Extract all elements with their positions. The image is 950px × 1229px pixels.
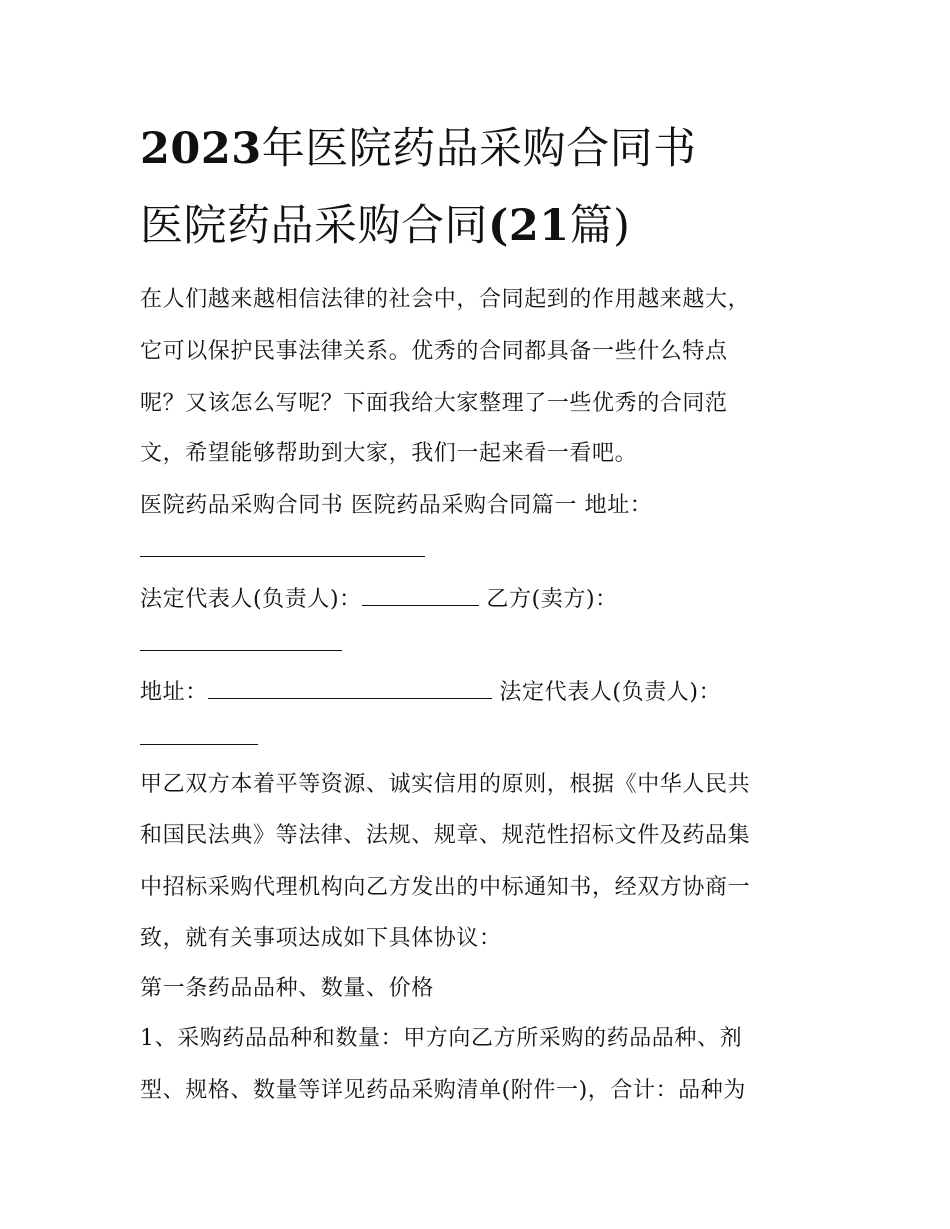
legal-rep-label-2: 法定代表人(负责人)： xyxy=(499,680,722,705)
body-line-4: 致，就有关事项达成如下具体协议： xyxy=(140,926,502,951)
legal-rep-label: 法定代表人(负责人)： xyxy=(140,587,362,612)
intro-line-2: 它可以保护民事法律关系。优秀的合同都具备一些什么特点 xyxy=(140,339,728,364)
intro-line-4: 文，希望能够帮助到大家，我们一起来看一看吧。 xyxy=(140,441,638,466)
intro-line-3: 呢？又该怎么写呢？下面我给大家整理了一些优秀的合同范 xyxy=(140,391,728,416)
legal-rep-blank xyxy=(362,585,479,606)
title-text-1: 年医院药品采购合同书 xyxy=(261,124,697,174)
section-heading-line: 医院药品采购合同书 医院药品采购合同篇一 地址： xyxy=(140,493,653,518)
body-line-3: 中招标采购代理机构向乙方发出的中标通知书，经双方协商一 xyxy=(140,875,751,900)
legal-rep-line xyxy=(140,585,820,615)
party-b-label: 乙方(卖方)： xyxy=(486,587,618,612)
body-line-1: 甲乙双方本着平等资源、诚实信用的原则，根据《中华人民共 xyxy=(140,772,751,797)
address-blank-b xyxy=(208,678,492,699)
address-line xyxy=(140,678,820,708)
body-line-2: 和国民法典》等法律、法规、规章、规范性招标文件及药品集 xyxy=(140,823,751,848)
title-count: (21 xyxy=(488,201,570,251)
article-1-heading: 第一条药品品种、数量、价格 xyxy=(140,976,434,1001)
intro-line-1: 在人们越来越相信法律的社会中，合同起到的作用越来越大， xyxy=(140,287,751,312)
address-label: 地址： xyxy=(140,680,208,705)
item-1-line-1: 1、采购药品品种和数量：甲方向乙方所采购的药品品种、剂 xyxy=(140,1026,743,1051)
document-title-line-2 xyxy=(140,200,840,252)
title-text-2: 医院药品采购合同 xyxy=(140,201,488,251)
item-1-line-2: 型、规格、数量等详见药品采购清单(附件一)，合计：品种为 xyxy=(140,1078,746,1103)
address-blank-a xyxy=(140,555,425,557)
title-count-unit: 篇) xyxy=(569,201,631,251)
legal-rep-blank-2 xyxy=(140,743,258,745)
title-year: 2023 xyxy=(140,124,262,174)
document-title-line-1 xyxy=(140,123,840,175)
party-b-blank xyxy=(140,649,342,651)
